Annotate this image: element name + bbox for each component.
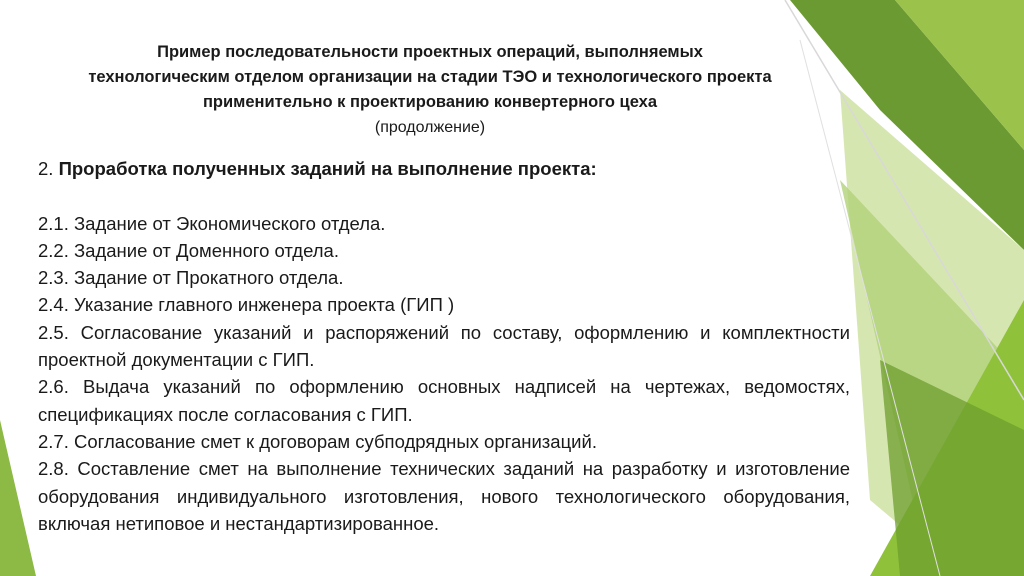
list-item: 2.2. Задание от Доменного отдела. [38, 239, 339, 261]
list-item: 2.8. Составление смет на выполнение технических заданий на разработку и изготовление оборудования индивидуального изготовления, нового технологического оборудования, включая нетиповое и нестандартизированное. [38, 458, 850, 534]
left-green-triangle [0, 420, 36, 576]
section-title: Проработка полученных заданий на выполнение проекта: [58, 158, 597, 179]
section-heading [38, 155, 850, 182]
list-item: 2.6. Выдача указаний по оформлению основных надписей на чертежах, ведомостях, спецификациях после согласования с ГИП. [38, 376, 850, 425]
list-item: 2.4. Указание главного инженера проекта (ГИП ) [38, 294, 455, 316]
section-number: 2. [38, 158, 59, 179]
slide-subtitle: (продолжение) [374, 119, 486, 136]
list-item: 2.3. Задание от Прокатного отдела. [38, 267, 344, 289]
list-item: 2.1. Задание от Экономического отдела. [38, 212, 386, 234]
slide-title [30, 40, 830, 115]
title-line: применительно к проектированию конвертерного цеха [202, 93, 658, 111]
title-line: технологическим отделом организации на стадии ТЭО и технологического проекта [88, 68, 772, 86]
list-item: 2.7. Согласование смет к договорам субподрядных организаций. [38, 430, 597, 452]
list-item: 2.5. Согласование указаний и распоряжений по составу, оформлению и комплектности проектной документации с ГИП. [38, 321, 850, 371]
slide-content [38, 155, 850, 537]
title-line: Пример последовательности проектных операций, выполняемых [157, 43, 703, 61]
